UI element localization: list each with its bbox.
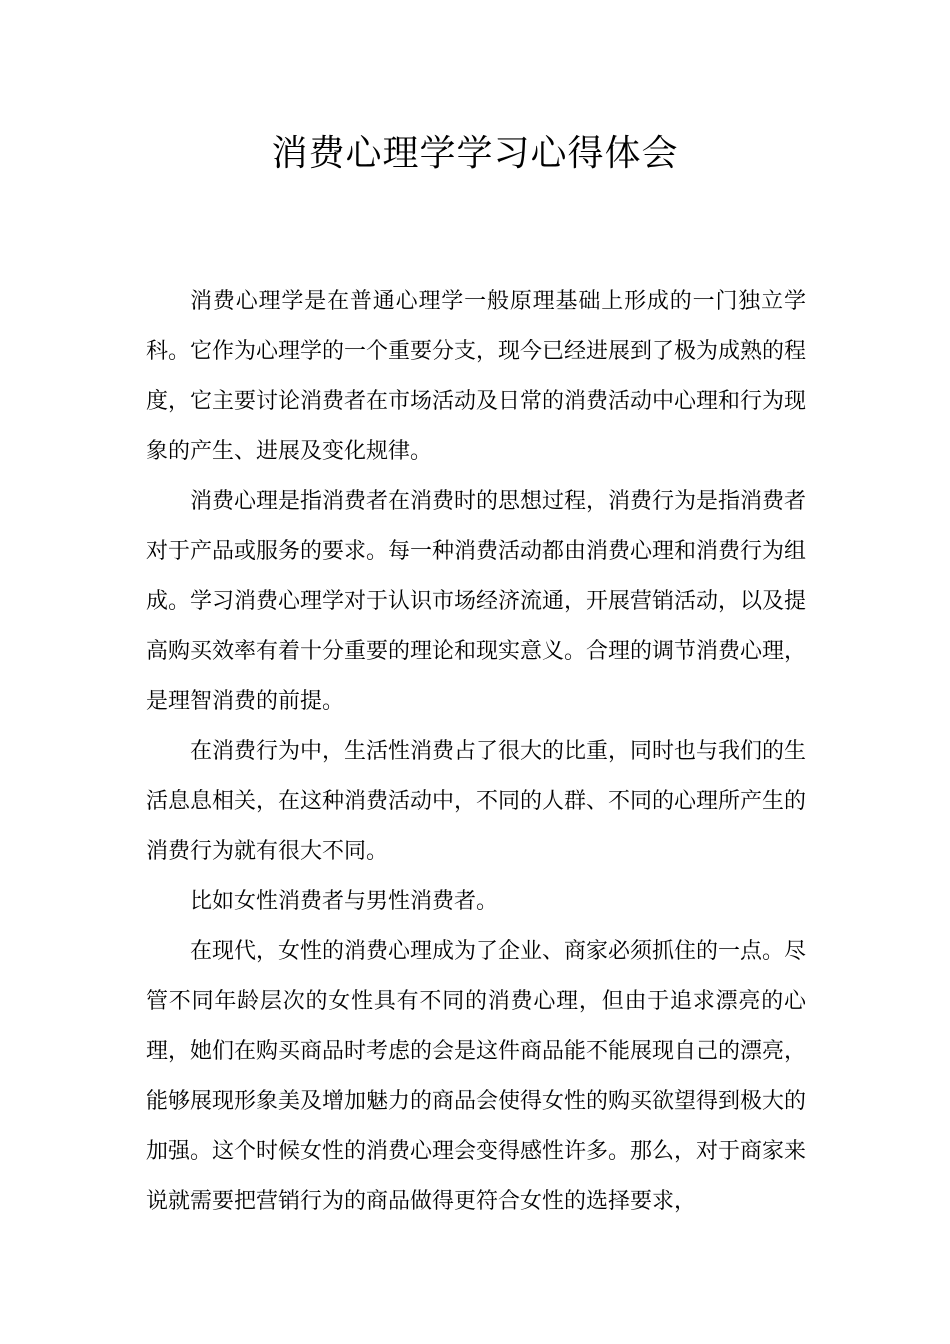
- paragraph-5: 在现代，女性的消费心理成为了企业、商家必须抓住的一点。尽管不同年龄层次的女性具有不同的消费心理，但由于追求漂亮的心理，她们在购买商品时考虑的会是这件商品能不能展现自己的漂亮，能够展现形象美及增加魅力的商品会使得女性的购买欲望得到极大的加强。这个时候女性的消费心理会变得感性许多。那么，对于商家来说就需要把营销行为的商品做得更符合女性的选择要求，: [146, 939, 807, 1214]
- paragraph-4: 比如女性消费者与男性消费者。: [190, 889, 499, 914]
- paragraph-3: 在消费行为中，生活性消费占了很大的比重，同时也与我们的生活息息相关，在这种消费活动中，不同的人群、不同的心理所产生的消费行为就有很大不同。: [146, 739, 807, 864]
- paragraph-1: 消费心理学是在普通心理学一般原理基础上形成的一门独立学科。它作为心理学的一个重要分支，现今已经进展到了极为成熟的程度，它主要讨论消费者在市场活动及日常的消费活动中心理和行为现象的产生、进展及变化规律。: [146, 289, 807, 464]
- document-body: [146, 277, 806, 1227]
- paragraph-2: 消费心理是指消费者在消费时的思想过程，消费行为是指消费者对于产品或服务的要求。每一种消费活动都由消费心理和消费行为组成。学习消费心理学对于认识市场经济流通，开展营销活动，以及提高购买效率有着十分重要的理论和现实意义。合理的调节消费心理，是理智消费的前提。: [146, 489, 807, 714]
- document-title: 消费心理学学习心得体会: [271, 133, 679, 174]
